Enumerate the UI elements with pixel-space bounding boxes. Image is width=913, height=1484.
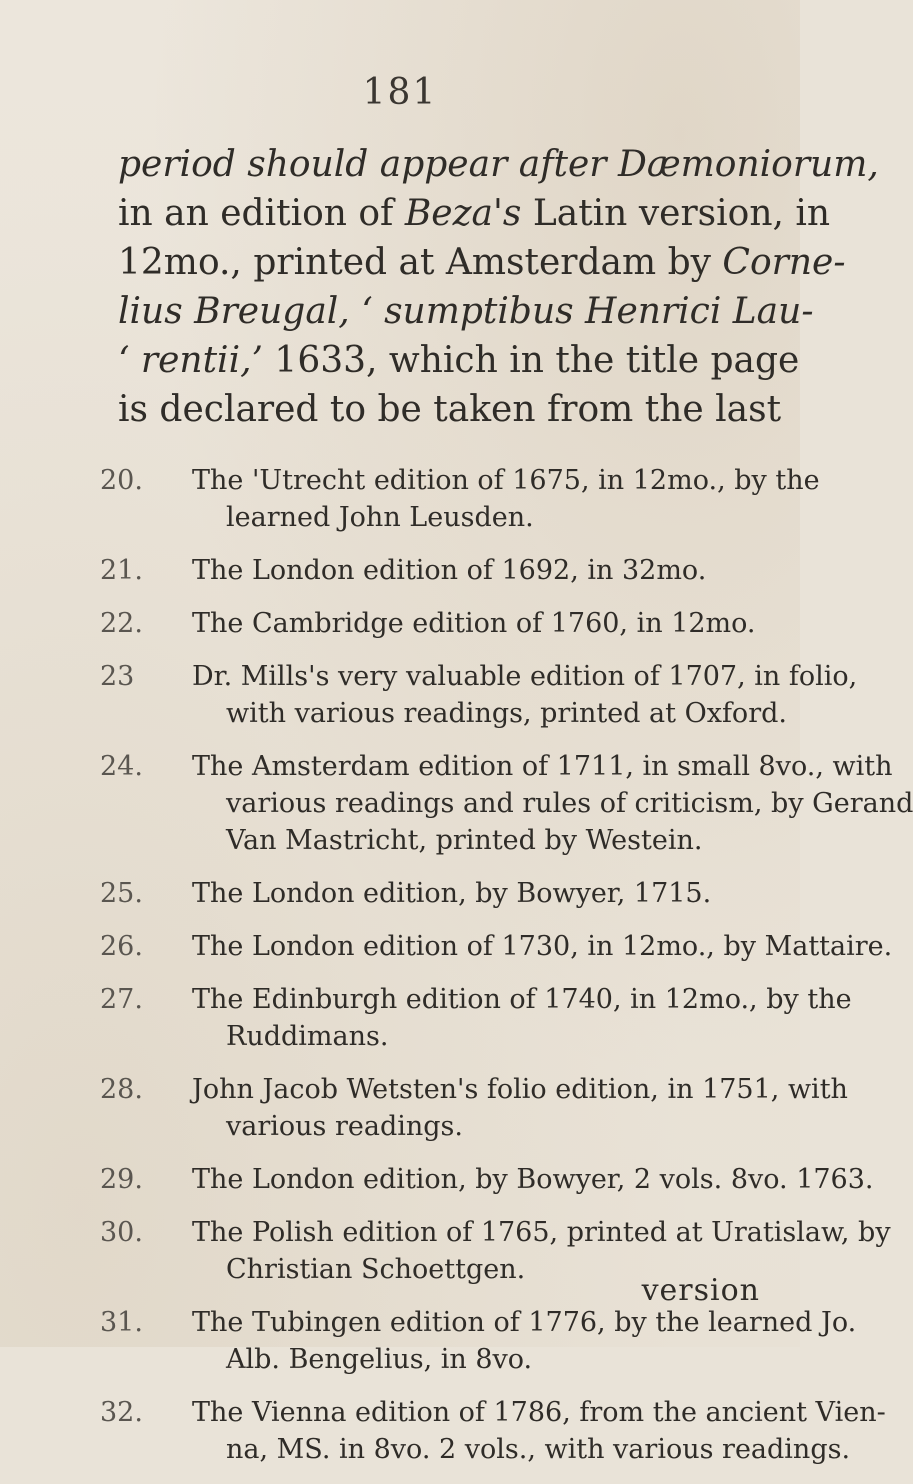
- entry-number: 24.: [100, 751, 143, 782]
- entry-text-line: The London edition, by Bowyer, 2 vols. 8vo. 1763.: [192, 1164, 874, 1195]
- entry-text-line: learned John Leusden.: [226, 502, 534, 533]
- entry-text-line: Christian Schoettgen.: [226, 1254, 526, 1285]
- intro-paragraph: [118, 140, 879, 434]
- list-item: [100, 462, 820, 536]
- entry-number: 30.: [100, 1217, 143, 1248]
- intro-text-segment: Corne-: [722, 242, 846, 283]
- intro-line: [118, 189, 831, 238]
- intro-line: [118, 385, 782, 434]
- entry-text-line: The London edition of 1692, in 32mo.: [192, 555, 707, 586]
- entry-number: 32.: [100, 1397, 143, 1428]
- list-item: [100, 658, 858, 732]
- list-item: [100, 928, 893, 965]
- intro-text-segment: Beza's: [404, 193, 522, 234]
- entry-number: 22.: [100, 608, 143, 639]
- entry-text-line: various readings.: [226, 1111, 463, 1142]
- edition-list: [100, 462, 913, 1484]
- intro-line: [118, 238, 846, 287]
- list-item: [100, 981, 852, 1055]
- list-item: [100, 1071, 848, 1145]
- list-item: [100, 1394, 886, 1468]
- entry-text-line: Van Mastricht, printed by Westein.: [226, 825, 703, 856]
- entry-text-line: Dr. Mills's very valuable edition of 1707, in folio,: [192, 661, 858, 692]
- intro-text-segment: 1633, which in the title page: [262, 340, 800, 381]
- intro-text-segment: is declared to be taken from the last: [118, 389, 782, 430]
- intro-text-segment: 12mo., printed at Amsterdam by: [118, 242, 723, 283]
- catchword: version: [641, 1273, 760, 1308]
- entry-text-line: Alb. Bengelius, in 8vo.: [226, 1344, 533, 1375]
- list-item: [100, 1161, 874, 1198]
- entry-text-line: The Amsterdam edition of 1711, in small 8vo., with: [192, 751, 893, 782]
- intro-line: [118, 336, 800, 385]
- page-number: 181: [362, 72, 438, 113]
- entry-text-line: na, MS. in 8vo. 2 vols., with various readings.: [226, 1434, 851, 1465]
- intro-text-segment: ‘ rentii,’: [118, 340, 263, 381]
- entry-number: 20.: [100, 465, 143, 496]
- list-item: [100, 875, 770, 912]
- entry-number: 29.: [100, 1164, 143, 1195]
- entry-number: 28.: [100, 1074, 143, 1105]
- intro-text-segment: period should appear after: [118, 144, 618, 185]
- entry-text-line: various readings and rules of criticism, by Gerand: [226, 788, 913, 819]
- entry-text-line: The Edinburgh edition of 1740, in 12mo., by the: [192, 984, 852, 1015]
- intro-line: [118, 287, 814, 336]
- list-item: [100, 552, 770, 589]
- entry-number: 26.: [100, 931, 143, 962]
- entry-text-line: The Cambridge edition of 1760, in 12mo.: [192, 608, 756, 639]
- entry-text-line: John Jacob Wetsten's folio edition, in 1751, with: [192, 1074, 848, 1105]
- entry-text-line: The Tubingen edition of 1776, by the learned Jo.: [192, 1307, 857, 1338]
- entry-text-line: The Vienna edition of 1786, from the ancient Vien-: [192, 1397, 886, 1428]
- entry-number: 25.: [100, 878, 143, 909]
- entry-text-line: Ruddimans.: [226, 1021, 389, 1052]
- entry-number: 21.: [100, 555, 143, 586]
- entry-number: 27.: [100, 984, 143, 1015]
- entry-text-line: The 'Utrecht edition of 1675, in 12mo., by the: [192, 465, 820, 496]
- intro-text-segment: in an edition of: [118, 193, 405, 234]
- entry-text-line: with various readings, printed at Oxford.: [226, 698, 787, 729]
- list-item: [100, 1304, 857, 1378]
- list-item: [100, 748, 913, 859]
- entry-number: 23: [100, 661, 135, 692]
- intro-text-segment: lius Breugal, ‘ sumptibus Henrici Lau-: [118, 291, 814, 332]
- intro-text-segment: Dæmoniorum,: [617, 144, 879, 185]
- intro-text-segment: Latin version, in: [521, 193, 831, 234]
- entry-number: 31.: [100, 1307, 143, 1338]
- list-item: [100, 605, 770, 642]
- intro-line: [118, 140, 879, 189]
- entry-text-line: The Polish edition of 1765, printed at Uratislaw, by: [192, 1217, 891, 1248]
- entry-text-line: The London edition of 1730, in 12mo., by Mattaire.: [192, 931, 893, 962]
- entry-text-line: The London edition, by Bowyer, 1715.: [192, 878, 712, 909]
